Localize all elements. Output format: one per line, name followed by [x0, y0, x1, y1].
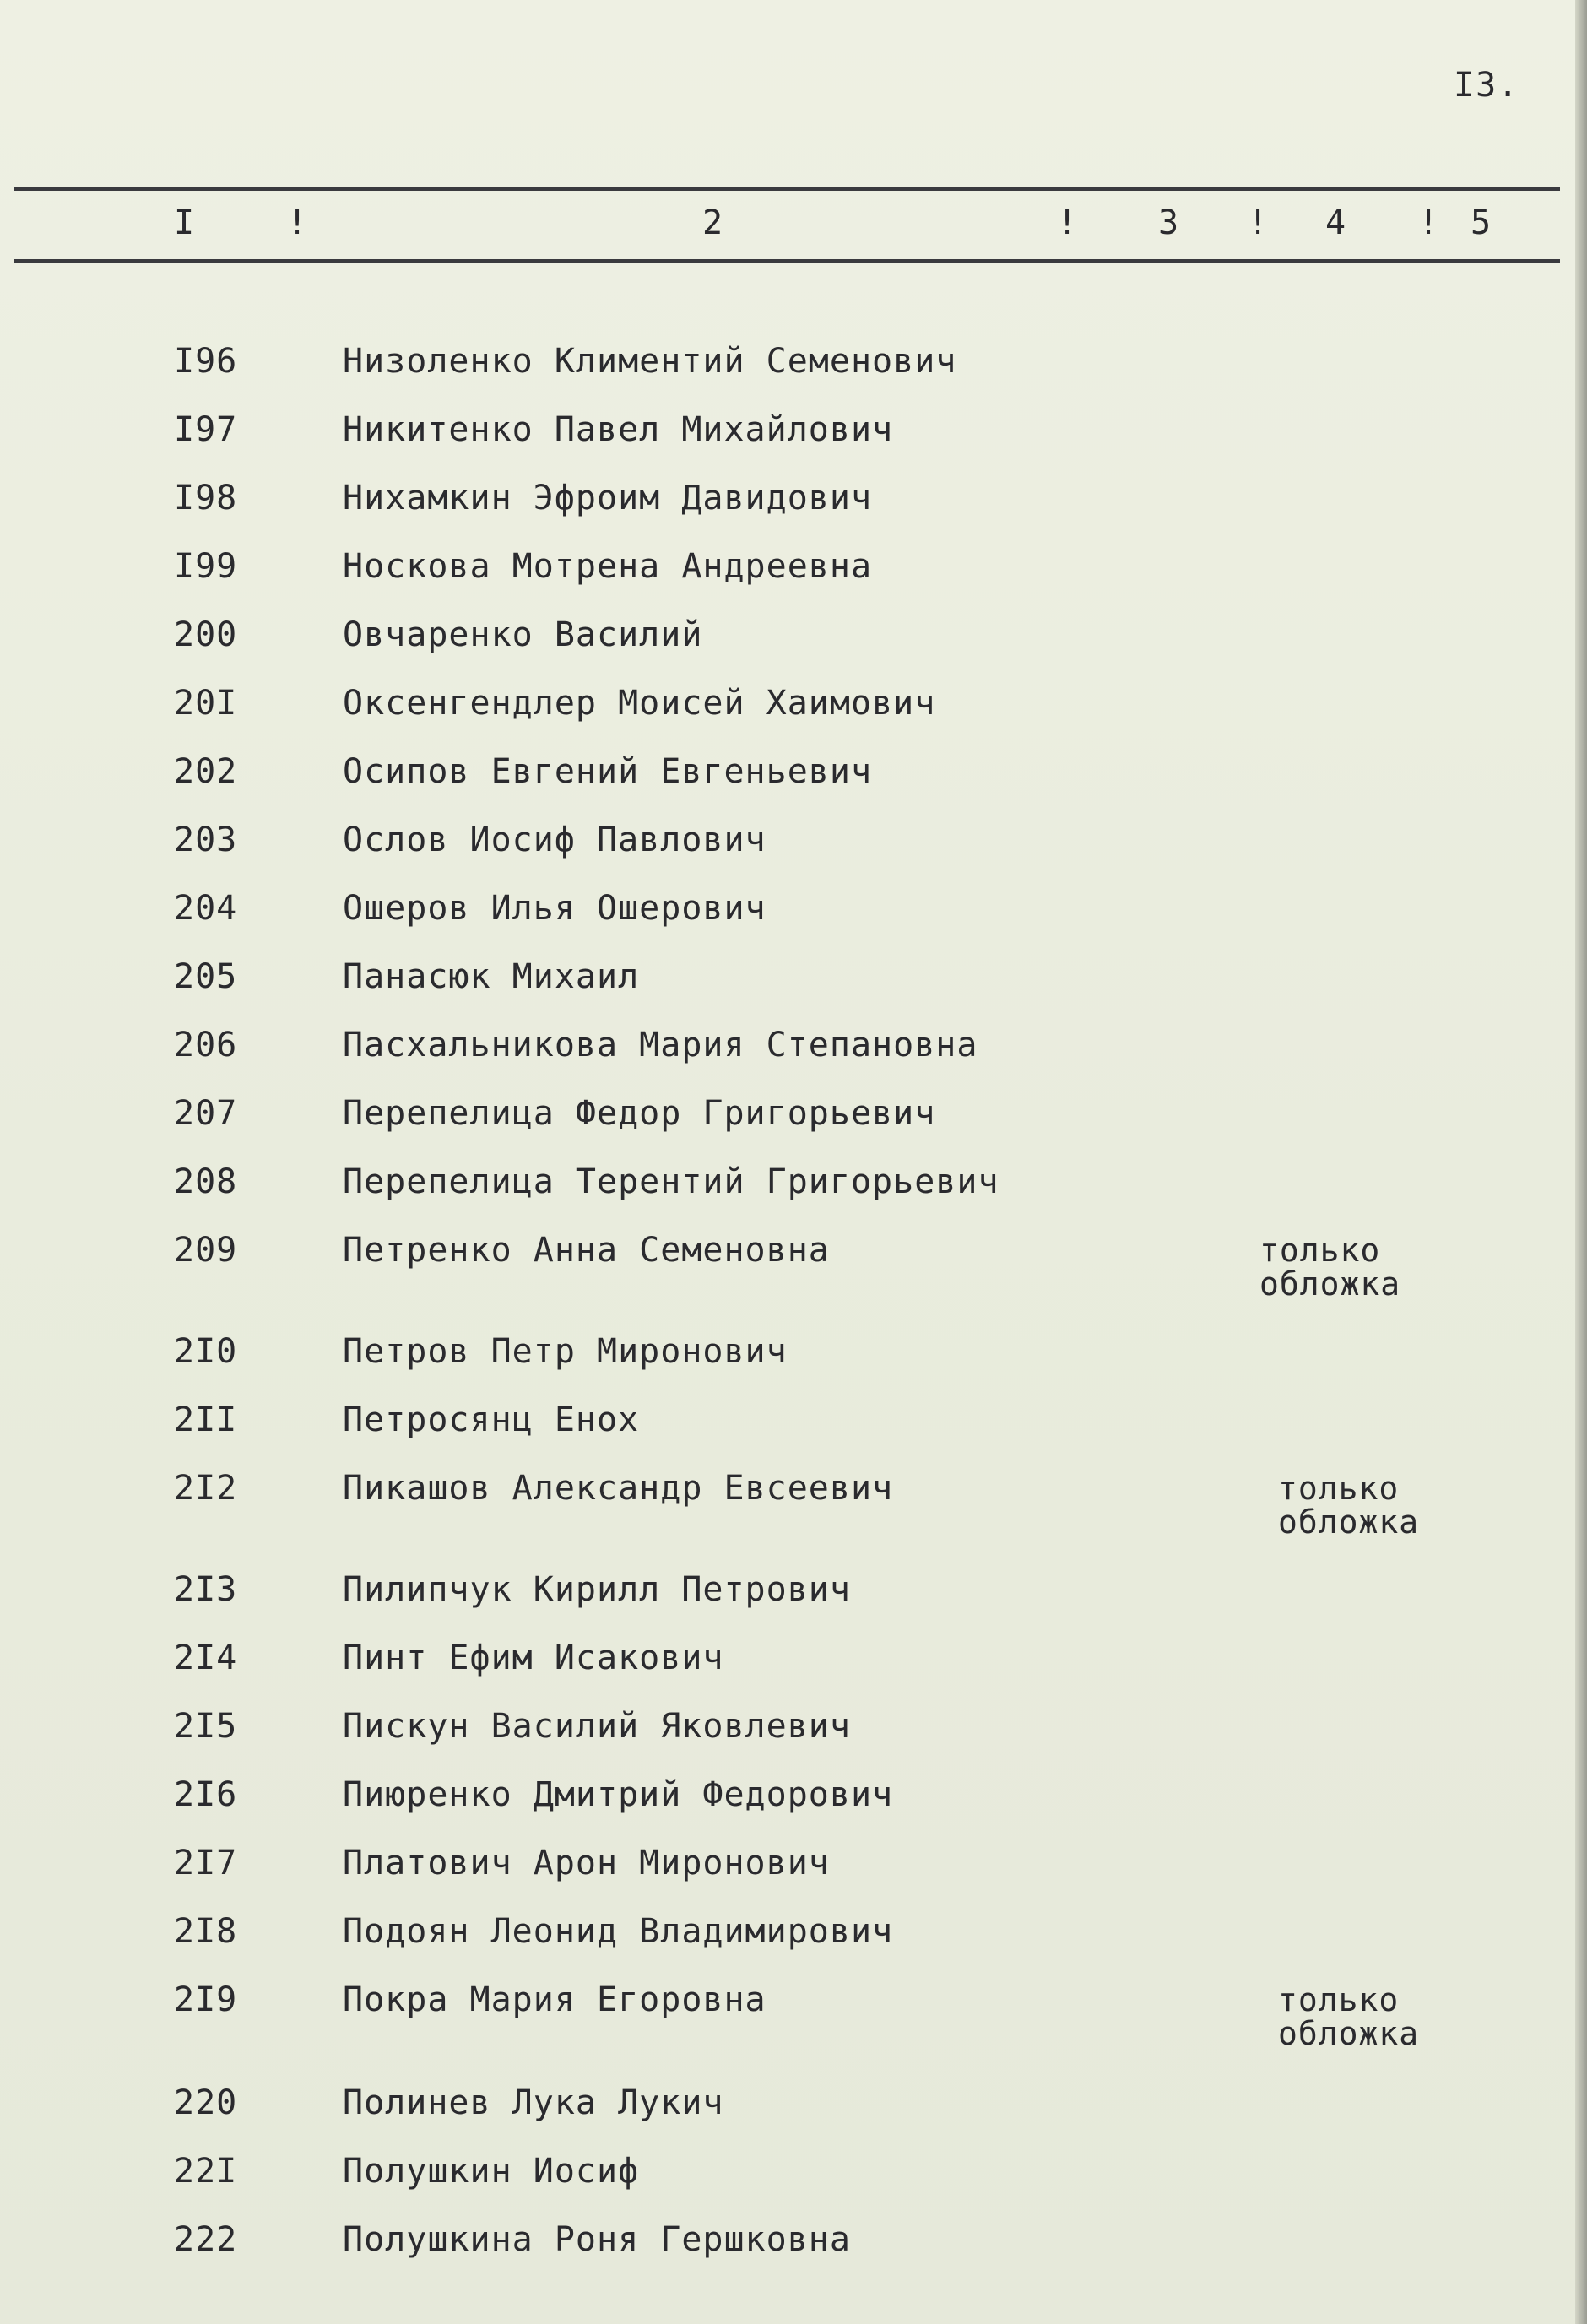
row-note: только обложка — [1278, 1981, 1420, 2052]
row-person-name: Ошеров Илья Ошерович — [343, 889, 766, 928]
row-person-name: Пикашов Александр Евсеевич — [343, 1469, 894, 1508]
row-person-name: Носкова Мотрена Андреевна — [343, 547, 873, 586]
row-number: 2I8 — [174, 1912, 238, 1951]
header-top-rule — [14, 187, 1560, 191]
row-number: 222 — [174, 2220, 238, 2259]
row-person-name: Покра Мария Егоровна — [343, 1980, 766, 2019]
header-column-4: 4 — [1325, 203, 1346, 242]
row-number: 2II — [174, 1400, 238, 1439]
row-note: только обложка — [1278, 1470, 1420, 1541]
row-number: 205 — [174, 957, 238, 996]
row-number: 209 — [174, 1231, 238, 1270]
row-person-name: Пиюренко Дмитрий Федорович — [343, 1775, 894, 1814]
row-person-name: Платович Арон Миронович — [343, 1844, 830, 1882]
header-bottom-rule — [14, 259, 1560, 263]
header-separator: ! — [1418, 203, 1439, 242]
row-person-name: Ослов Иосиф Павлович — [343, 821, 766, 859]
header-column-3: 3 — [1158, 203, 1179, 242]
row-person-name: Петросянц Енох — [343, 1400, 640, 1439]
row-person-name: Пилипчук Кирилл Петрович — [343, 1570, 851, 1609]
header-separator: ! — [1057, 203, 1078, 242]
row-person-name: Перепелица Федор Григорьевич — [343, 1094, 936, 1133]
header-separator: ! — [1248, 203, 1269, 242]
row-number: 2I7 — [174, 1844, 238, 1882]
row-number: 203 — [174, 821, 238, 859]
row-number: I98 — [174, 479, 238, 517]
header-column-2: 2 — [702, 203, 723, 242]
row-person-name: Осипов Евгений Евгеньевич — [343, 752, 873, 791]
page-edge-shadow — [1575, 0, 1587, 2324]
row-person-name: Петров Петр Миронович — [343, 1332, 788, 1371]
row-number: 206 — [174, 1026, 238, 1064]
row-number: 2I3 — [174, 1570, 238, 1609]
row-number: I97 — [174, 410, 238, 449]
row-person-name: Пискун Василий Яковлевич — [343, 1707, 851, 1746]
row-person-name: Подоян Леонид Владимирович — [343, 1912, 894, 1951]
header-column-5: 5 — [1471, 203, 1492, 242]
row-number: 202 — [174, 752, 238, 791]
row-number: 2I9 — [174, 1980, 238, 2019]
header-column-1: I — [174, 203, 195, 242]
row-person-name: Полушкин Иосиф — [343, 2152, 640, 2191]
row-person-name: Овчаренко Василий — [343, 615, 703, 654]
row-person-name: Нихамкин Эфроим Давидович — [343, 479, 873, 517]
row-person-name: Оксенгендлер Моисей Хаимович — [343, 684, 936, 723]
row-number: 2I4 — [174, 1639, 238, 1677]
row-person-name: Никитенко Павел Михайлович — [343, 410, 894, 449]
row-number: 200 — [174, 615, 238, 654]
row-number: 20I — [174, 684, 238, 723]
row-number: 204 — [174, 889, 238, 928]
row-number: 22I — [174, 2152, 238, 2191]
row-person-name: Панасюк Михаил — [343, 957, 640, 996]
row-person-name: Пасхальникова Мария Степановна — [343, 1026, 978, 1064]
row-number: 208 — [174, 1162, 238, 1201]
row-number: 2I6 — [174, 1775, 238, 1814]
row-number: 2I5 — [174, 1707, 238, 1746]
row-number: I96 — [174, 342, 238, 381]
row-person-name: Полушкина Роня Гершковна — [343, 2220, 851, 2259]
row-note: только обложка — [1259, 1232, 1401, 1303]
row-number: 220 — [174, 2083, 238, 2122]
header-separator: ! — [287, 203, 308, 242]
page-number: I3. — [1454, 66, 1520, 105]
row-person-name: Перепелица Терентий Григорьевич — [343, 1162, 999, 1201]
row-person-name: Петренко Анна Семеновна — [343, 1231, 830, 1270]
row-person-name: Низоленко Климентий Семенович — [343, 342, 957, 381]
row-person-name: Полинев Лука Лукич — [343, 2083, 724, 2122]
row-number: 207 — [174, 1094, 238, 1133]
row-number: 2I0 — [174, 1332, 238, 1371]
row-person-name: Пинт Ефим Исакович — [343, 1639, 724, 1677]
row-number: 2I2 — [174, 1469, 238, 1508]
row-number: I99 — [174, 547, 238, 586]
